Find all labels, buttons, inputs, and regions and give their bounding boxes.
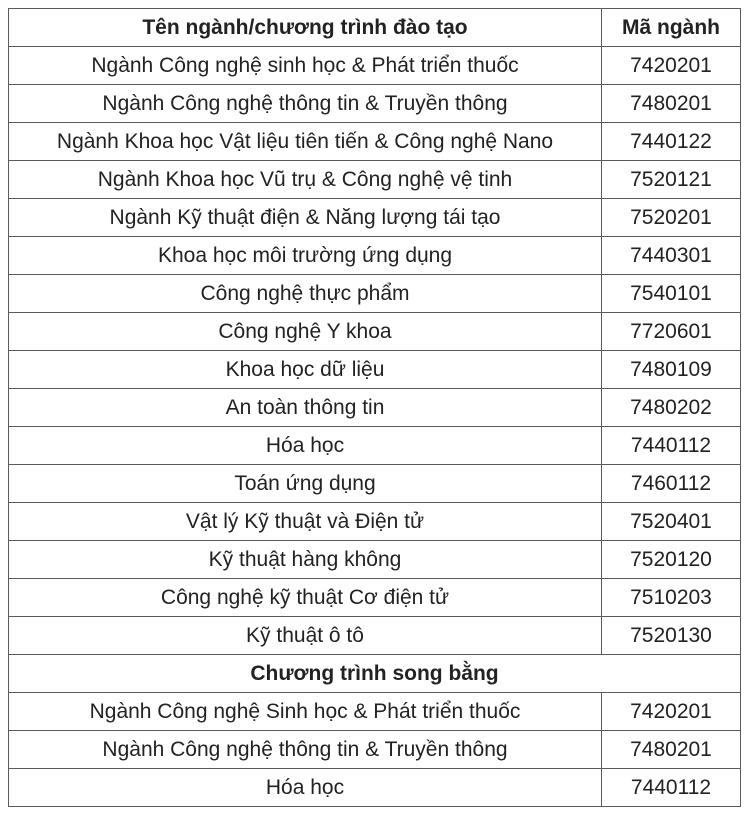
program-name-cell: Hóa học	[9, 427, 602, 465]
double-degree-body	[9, 655, 741, 807]
program-name-cell: Kỹ thuật hàng không	[9, 541, 602, 579]
program-name-cell: Ngành Khoa học Vũ trụ & Công nghệ vệ tinh	[9, 161, 602, 199]
program-name-cell: Ngành Công nghệ thông tin & Truyền thông	[9, 731, 602, 769]
table-row	[9, 427, 741, 465]
program-name-cell: Kỹ thuật ô tô	[9, 617, 602, 655]
program-name-cell: Ngành Kỹ thuật điện & Năng lượng tái tạo	[9, 199, 602, 237]
program-code-cell: 7520121	[602, 161, 741, 199]
table-row	[9, 351, 741, 389]
table-header-row	[9, 9, 741, 47]
program-code-cell: 7440112	[602, 427, 741, 465]
table-row	[9, 275, 741, 313]
program-code-cell: 7440112	[602, 769, 741, 807]
program-name-cell: Công nghệ kỹ thuật Cơ điện tử	[9, 579, 602, 617]
table-row	[9, 541, 741, 579]
program-code-cell: 7510203	[602, 579, 741, 617]
table-row	[9, 693, 741, 731]
table-row	[9, 85, 741, 123]
table-row	[9, 579, 741, 617]
program-code-cell: 7520120	[602, 541, 741, 579]
program-name-cell: Vật lý Kỹ thuật và Điện tử	[9, 503, 602, 541]
program-name-cell: Ngành Khoa học Vật liệu tiên tiến & Công nghệ Nano	[9, 123, 602, 161]
table-row	[9, 161, 741, 199]
table-row	[9, 769, 741, 807]
program-code-cell: 7480202	[602, 389, 741, 427]
program-code-cell: 7440122	[602, 123, 741, 161]
table-row	[9, 123, 741, 161]
program-code-cell: 7480201	[602, 731, 741, 769]
program-code-cell: 7420201	[602, 47, 741, 85]
majors-table	[8, 8, 741, 807]
program-name-cell: An toàn thông tin	[9, 389, 602, 427]
header-program-code: Mã ngành	[602, 9, 741, 47]
double-degree-title: Chương trình song bằng	[9, 655, 741, 693]
program-name-cell: Ngành Công nghệ sinh học & Phát triển thuốc	[9, 47, 602, 85]
program-code-cell: 7420201	[602, 693, 741, 731]
table-row	[9, 617, 741, 655]
table-row	[9, 313, 741, 351]
programs-body	[9, 47, 741, 655]
program-name-cell: Khoa học môi trường ứng dụng	[9, 237, 602, 275]
table-row	[9, 731, 741, 769]
table-row	[9, 503, 741, 541]
program-code-cell: 7540101	[602, 275, 741, 313]
program-name-cell: Toán ứng dụng	[9, 465, 602, 503]
program-code-cell: 7720601	[602, 313, 741, 351]
program-code-cell: 7480109	[602, 351, 741, 389]
section-header-row	[9, 655, 741, 693]
table-row	[9, 237, 741, 275]
table-row	[9, 465, 741, 503]
header-program-name: Tên ngành/chương trình đào tạo	[9, 9, 602, 47]
program-code-cell: 7440301	[602, 237, 741, 275]
program-code-cell: 7520130	[602, 617, 741, 655]
table-row	[9, 199, 741, 237]
program-code-cell: 7520401	[602, 503, 741, 541]
program-name-cell: Khoa học dữ liệu	[9, 351, 602, 389]
program-name-cell: Ngành Công nghệ thông tin & Truyền thông	[9, 85, 602, 123]
table-row	[9, 389, 741, 427]
program-code-cell: 7520201	[602, 199, 741, 237]
program-name-cell: Hóa học	[9, 769, 602, 807]
program-code-cell: 7480201	[602, 85, 741, 123]
program-name-cell: Công nghệ Y khoa	[9, 313, 602, 351]
program-name-cell: Ngành Công nghệ Sinh học & Phát triển thuốc	[9, 693, 602, 731]
table-row	[9, 47, 741, 85]
program-code-cell: 7460112	[602, 465, 741, 503]
program-name-cell: Công nghệ thực phẩm	[9, 275, 602, 313]
